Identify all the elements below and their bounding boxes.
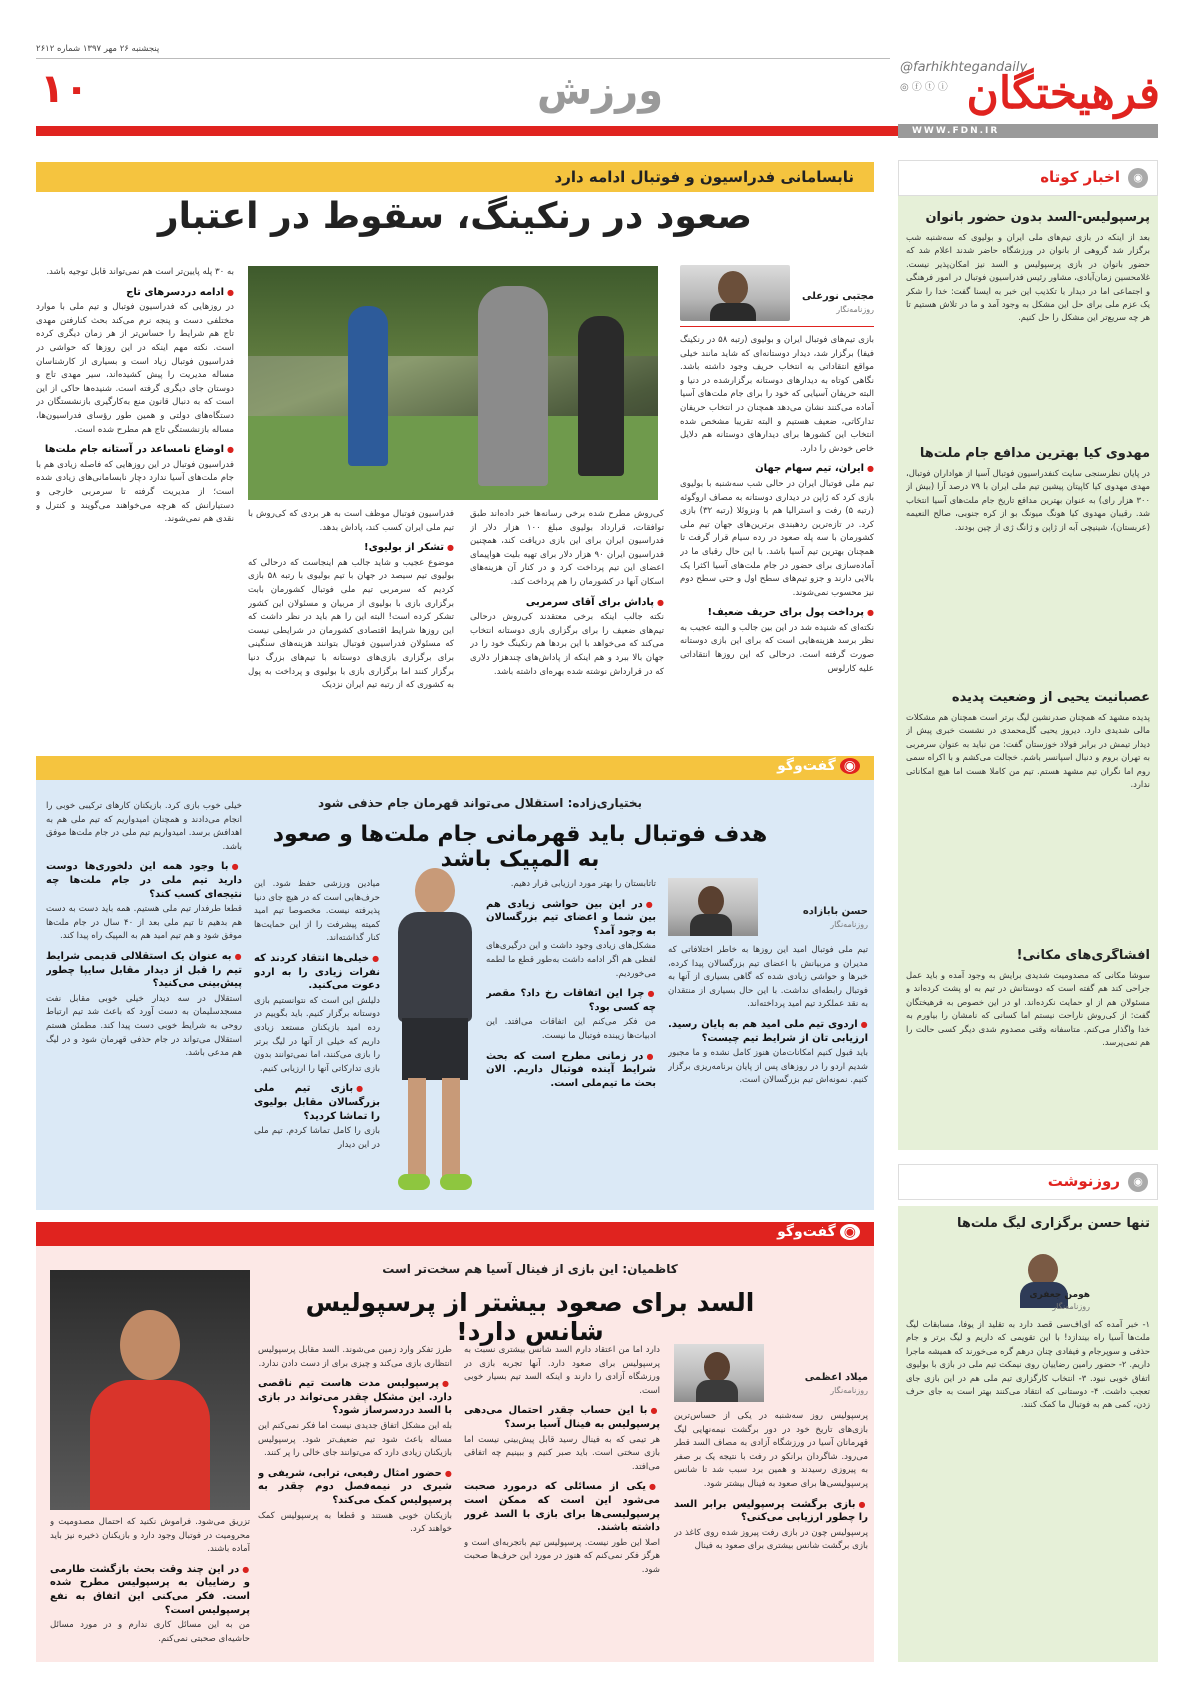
interview2-col3-p1: طرز تفکر وارد زمین می‌شوند. السد مقابل پرسپولیس انتظاری بازی می‌کند و چیزی برای از دست دادن ندارد. bbox=[258, 1345, 452, 1369]
interview1-col1-sub1: ● اردوی تیم ملی امید هم به پایان رسید. ارزیابی تان از شرایط تیم چیست؟ bbox=[668, 1018, 868, 1045]
interview2-col3-p3: بازیکنان خوبی هستند و قطعا به پرسپولیس کمک خواهند کرد. bbox=[258, 1510, 452, 1535]
interview1-col3-sub1: ● خیلی‌ها انتقاد کردند که نفرات زیادی را به اردو دعوت می‌کنید. bbox=[254, 952, 380, 993]
interview2-col3-sub1: ● پرسپولیس مدت هاست تیم ناقصی دارد. این مشکل چقدر می‌تواند در بازی با السد دردسرساز شود؟ bbox=[258, 1377, 452, 1418]
interview2-col3-sub2: ● حضور امثال رفیعی، ترابی، شریفی و شیری در نیمه‌فصل دوم چقدر به پرسپولیس کمک می‌کند؟ bbox=[258, 1467, 452, 1508]
social-handle: @farhikhtegandaily bbox=[900, 60, 1028, 75]
interview1-label-icon: ◉ bbox=[840, 758, 860, 774]
photo-figure-center bbox=[478, 286, 548, 486]
interview2-col2-p1: دارد اما من اعتقاد دارم السد شانس بیشتری نسبت به پرسپولیس برای صعود دارد. آنها تجربه بازی در ورزشگاه آزادی را دارند و اینکه السد تیم بسیار خوبی است. bbox=[464, 1345, 660, 1396]
player-shirt bbox=[90, 1380, 210, 1510]
interview1-col4-p1: خیلی خوب بازی کرد. بازیکنان کارهای ترکیبی خوبی را انجام می‌دادند و همچنان امیدواریم که تیم ملی هم به اهدافش برسد. امیدواریم تیم ملی در جام ملت‌ها موفق باشد. bbox=[46, 801, 242, 852]
short-news-item bbox=[906, 690, 1150, 948]
main-author-role: روزنامه‌نگار bbox=[836, 305, 874, 314]
main-author-photo bbox=[680, 265, 790, 321]
interview1-col2 bbox=[486, 878, 656, 1206]
short-news-list bbox=[906, 210, 1150, 1138]
coach-shoe-left bbox=[398, 1174, 430, 1190]
interview1-col2-p3: من فکر می‌کنم این اتفاقات می‌افتد. این ادبیات‌ها زیبنده فوتبال ما نیست. bbox=[486, 1017, 656, 1041]
shirt-shape bbox=[696, 1380, 738, 1402]
interview1-author-name: حسن بابازاده bbox=[802, 906, 868, 917]
header-rule bbox=[36, 58, 890, 59]
short-news-title: اخبار کوتاه bbox=[1040, 168, 1120, 186]
interview1-col2-sub1: ● در این بین حواشی زیادی هم بین شما و اعضای تیم بزرگسالان به وجود آمد؟ bbox=[486, 898, 656, 939]
main-col3 bbox=[248, 508, 454, 742]
interview1-author-role: روزنامه‌نگار bbox=[830, 920, 868, 929]
author-rule bbox=[680, 326, 874, 327]
section-title: ورزش bbox=[536, 68, 664, 114]
main-kicker: نابسامانی فدراسیون و فوتبال ادامه دارد bbox=[36, 162, 874, 192]
main-col4-p2: فدراسیون فوتبال در این روزهایی که فاصله زیادی هم با جام ملت‌های آسیا ندارد دچار نابسامانی‌های زیادی شده است؛ از مدیریت گرفته تا سرمربی خارجی و دستیارانش که هرچه می‌خواهند می‌گویند و کنترل و نقدی هم نمی‌شوند. bbox=[36, 459, 234, 525]
main-col4-sub1: ● ادامه دردسرهای تاج bbox=[36, 286, 234, 300]
main-col2 bbox=[470, 508, 664, 742]
interview1-col1-p1: تیم ملی فوتبال امید این روزها به خاطر اختلافاتی که مدیران و مربیانش با اعضای تیم بزرگسالان پیدا کرده، خبرها و حواشی زیادی شده که گاهی بسیاری از آنها به فوتبال رابطه‌ای نداشت. با این حال بسیاری از منتقدان به نقد عملکرد تیم امید پرداخته‌اند. bbox=[668, 945, 868, 1010]
interview2-headline: السد برای صعود بیشتر از پرسپولیس شانس دارد! bbox=[305, 1288, 755, 1346]
face-shape bbox=[718, 271, 748, 305]
interview2-col1-p1: پرسپولیس روز سه‌شنبه در یکی از حساس‌ترین بازی‌های تاریخ خود در دور برگشت نیمه‌نهایی لیگ قهرمانان آسیا در ورزشگاه آزادی به مصاف السد قطر می‌رود. شاگردان برانکو در رفت با نتیجه یک بر صفر به پیروزی رسیدند و همین برد سبب شد تا شانس پرسپولیسی‌ها برای صعود به فینال بیشتر شود. bbox=[674, 1411, 868, 1489]
photo-figure-right bbox=[578, 316, 624, 476]
column-author-role: روزنامه‌نگار bbox=[1052, 1302, 1090, 1311]
main-col1-p1: تیم ملی فوتبال ایران در حالی شب سه‌شنبه با بولیوی بازی کرد که ژاپن در دیداری دوستانه به مصاف اروگوئه (رتبه ۵) رفت و استرالیا هم با ونزوئلا (رتبه ۳۲) بازی کرد. در تازه‌ترین ردهبندی برترین‌های جهان تیم ملی کشورمان با سه پله صعود در رده سیام قرار گرفت تا همچنان بهترین تیم آسیا باشد. با این حال رقبای ما در آماده‌سازی برای حضور در جام ملت‌های آسیا اکثرا یک بالایی دارند و جزو تیم‌های سطح اول و حتی سطح دوم نیز محسوب نمی‌شوند. bbox=[680, 478, 874, 598]
main-col4-p1: در روزهایی که فدراسیون فوتبال و تیم ملی با موارد مختلفی دست و پنجه نرم می‌کند بحث کنارفتن مهدی تاج هم شرایط را حساس‌تر از هر زمان دیگری کرده است. نکته مهم اینکه در این روزها که حواشی در فدراسیون فوتبال زیاد است و بسیاری از کارشناسان مساله مدیریت را پیش کشیده‌اند، سیر مهدی تاج و دوستان جای دیگری گرفته است. شنیده‌ها حاکی از این است که به دنبال قانون منع به‌کارگیری بازنشستگان در دستگاه‌های دولتی و همین طور رؤسای فدراسیون‌ها، مساله بازنشستگی تاج هم مطرح شده است. bbox=[36, 302, 234, 435]
interview2-col4 bbox=[50, 1516, 250, 1658]
shirt-shape bbox=[690, 914, 732, 936]
interview1-col2-sub3: ● در زمانی مطرح است که بحث شرایط آینده فوتبال داریم. الان بحث ما تیم‌ملی است. bbox=[486, 1050, 656, 1091]
interview2-label-text: گفت‌وگو bbox=[777, 1224, 836, 1240]
short-news-item-text: پدیده مشهد که همچنان صدرنشین لیگ برتر است همچنان هم مشکلات مالی شدیدی دارد. دیروز یحیی گل‌محمدی در نشست خبری پیش از دیدار تیمش در برابر فولاد خوزستان گفت: من نباید به عنوان سرمربی به تهران بروم و دنبال اسپانسر باشم. خجالت می‌کشم و با اکراه سمی روم اما نگران تیم مشهد هستم. تیم من کاملا هست اما هیچ امکاناتی ندارد. bbox=[906, 712, 1150, 790]
interview2-col2-sub2: ● یکی از مسائلی که درمورد صحبت می‌شود این است که ممکن است پرسپولیسی‌ها برای بازی با السد غرور داشته باشند. bbox=[464, 1480, 660, 1534]
interview2-col1-p2: پرسپولیس چون در بازی رفت پیروز شده روی کاغذ در بازی برگشت شانس بیشتری برای صعود به فینال bbox=[674, 1527, 868, 1552]
interview1-author-photo bbox=[668, 878, 758, 936]
newspaper-logo: فرهیختگان bbox=[966, 68, 1160, 119]
main-col1-intro: بازی تیم‌های فوتبال ایران و بولیوی (رتبه ۵۸ در رنکینگ فیفا) برگزار شد، دیدار دوستانه‌ای که شاید مانند خیلی مواقع انتقاداتی به انتخاب حریف وجود داشته باشد. نگاهی کوتاه به دیدارهای دوستانه برگزارشده در دنیا و البته حریفان آسیایی که خود را برای جام ملت‌های آسیا آماده می‌کنند نشان می‌دهد همچنان در انتخاب حریفان تدارکاتی، ضعیف هستیم و البته تقریبا مشخص شده انتخاب این کشورها برای دیدارهای دوستانه هم دلایل خاص خودش را دارد. bbox=[680, 335, 874, 454]
interview2-col4-p1: تزریق می‌شود. فراموش نکنید که احتمال مصدومیت و محرومیت در فوتبال وجود دارد و بازیکنان ذخیره نیز باید آماده باشند. bbox=[50, 1517, 250, 1555]
coach-head bbox=[415, 868, 455, 914]
main-col3-p1: فدراسیون فوتبال موظف است به هر بردی که کی‌روش با تیم ملی ایران کسب کند، پاداش بدهد. bbox=[248, 509, 454, 533]
interview1-label-bar bbox=[36, 756, 874, 780]
main-col3-p2: موضوع عجیب و شاید جالب هم اینجاست که درحالی که بولیوی تیم سیصد در جهان با تیم بولیوی با رتبه ۵۸ بازی کردیم که سرمربی تیم ملی فوتبال کشورمان بابت برگزاری بازی با بولیوی از مربیان و مسئولان این کشور تشکر کرده است! البته این را هم باید در نظر داشت که این روزها شرایط اقتصادی کشورمان در شرایطی نیست که مسئولان فدراسیون فوتبال بتوانند هزینه‌های سنگینی برای برگزاری بازی‌های دوستانه با تیم‌های بزرگ دنیا برگزار کنند اما برگزاری بازی با بولیوی و پرداخت به پول به کشوری که از رتبه تیم ایران نزدیک bbox=[248, 557, 454, 691]
interview2-label-icon: ◉ bbox=[840, 1224, 860, 1240]
interview1-col4 bbox=[46, 800, 242, 1206]
interview1-author-box bbox=[668, 878, 868, 938]
interview1-col1 bbox=[668, 944, 868, 1206]
main-author-box bbox=[680, 265, 874, 325]
main-photo bbox=[248, 266, 658, 500]
interview2-author-name: میلاد اعظمی bbox=[804, 1372, 868, 1383]
main-col3-sub1: ● تشکر از بولیوی! bbox=[248, 541, 454, 555]
interview1-col3-p1: میادین ورزشی حفظ شود. این حرف‌هایی است که در هیچ جای دنیا پذیرفته نیست. مخصوصا تیم امید کمیته پیشرفت را از این حمایت‌ها کنار گذاشته‌اند. bbox=[254, 879, 380, 944]
interview2-author-role: روزنامه‌نگار bbox=[830, 1386, 868, 1395]
shirt-shape bbox=[710, 303, 756, 321]
social-icons: ◎ⓕⓣⓘ bbox=[900, 82, 951, 93]
face-shape bbox=[698, 886, 724, 916]
interview2-label bbox=[760, 1224, 860, 1240]
short-news-item-text: سوشا مکانی که مصدومیت شدیدی برایش به وجود آمده و باید عمل جراحی کند هم گفته است که دوستانش در تیم به او پشت کرده‌اند و مسئولان هم از او حمایت نکرده‌اند. او در این خصوص به فرهیختگان گفت: از کی‌روش ناراحت نیستم اما کسانی که نامشان را بیاورم به خدا واگذار می‌کنم. متاسفانه وقتی مصدوم شدی دیگر کسی حالت را هم نمی‌پرسد. bbox=[906, 970, 1150, 1048]
coach-shoe-right bbox=[440, 1174, 472, 1190]
short-news-item-title: پرسپولیس-السد بدون حضور بانوان bbox=[925, 210, 1150, 225]
interview1-kicker: بختیاری‌زاده: استقلال می‌تواند قهرمان جام حذفی شود bbox=[317, 796, 643, 810]
main-col4-intro: به ۳۰ پله پایین‌تر است هم نمی‌تواند قابل توجیه باشد. bbox=[46, 267, 234, 277]
main-col1-sub2: ● پرداخت پول برای حریف ضعیف! bbox=[680, 606, 874, 620]
interview2-kicker: کاظمیان: این بازی از فینال آسیا هم سخت‌تر است bbox=[382, 1262, 678, 1276]
photo-figure-left bbox=[348, 306, 388, 466]
column-text: ۱- خبر آمده که ای‌اف‌سی قصد دارد به تقلید از یوفا، مسابقات لیگ ملت‌ها آسیا راه بیندازد! با این تقویمی که داریم و لیگ برتر و جام حذفی و سوپرجام و فیفادی چنان درهم گره می‌خورند که همیشه ماجرا داریم. ۲- حضور رامین رضاییان روی نیمکت تیم ملی در بازی با بولیوی اتفاق خوبی نبود. ۳- انتخاب کارگزاری تیم ملی هم در این بازی جای تعجب داشت. ۴- دوستانی که انتقاد می‌کنند بهتر است به جای حرف زدن، کمی هم به فوتبال ما کمک کنند. bbox=[906, 1319, 1150, 1410]
interview1-col3-p2: دلیلش این است که نتوانستیم بازی دوستانه برگزار کنیم. باید بگوییم در رده امید بازیکنان مستعد زیادی داریم که خیلی از آنها در لیگ برتر را بازی می‌کنند، اما نمی‌توانند بدون بازی تدارکاتی آنها را ارزیابی کنیم. bbox=[254, 995, 380, 1074]
interview1-col2-p1: تاتابستان را بهتر مورد ارزیابی قرار دهیم. bbox=[510, 879, 656, 889]
interview2-col2-p3: اصلا این طور نیست. پرسپولیس تیم باتجربه‌ای است و هرگز فکر نمی‌کنم که هنوز در مورد این حرف‌ها صحبت شود. bbox=[464, 1537, 660, 1575]
main-col1 bbox=[680, 334, 874, 742]
main-col4-sub2: ● اوضاع نامساعد در آستانه جام ملت‌ها bbox=[36, 443, 234, 457]
interview1-col1-p2: باید قبول کنیم امکانات‌مان هنوز کامل نشده و ما مجبور شدیم اردو را در روزهای پس از پایان برنامه‌ریزی برگزار کنیم. نمونه‌اش تیم بزرگسالان است. bbox=[668, 1048, 868, 1086]
interview2-col3-p2: بله این مشکل اتفاق جدیدی نیست اما فکر نمی‌کنم این مساله باعث شود تیم ضعیف‌تر شود. پرسپولیس بازیکنان زیادی دارد که می‌توانند جای خالی را پر کنند. bbox=[258, 1420, 452, 1459]
short-news-item bbox=[906, 948, 1150, 1138]
header-red-bar bbox=[36, 126, 898, 136]
interview2-col2-sub1: ● با این حساب چقدر احتمال می‌دهی پرسپولیس به فینال آسیا برسد؟ bbox=[464, 1404, 660, 1431]
interview1-col4-p2: قطعا طرفدار تیم ملی هستیم. همه باید دست به دست هم بدهیم تا تیم ملی بعد از ۴۰ سال در جام ملت‌ها موفق شود و هم تیم امید هم به المپیک راه پیدا کند. bbox=[46, 904, 242, 942]
interview2-col2-p2: هر تیمی که به فینال رسید قابل پیش‌بینی نیست اما بازی سختی است. باید صبر کنیم و ببینیم چه اتفاقی می‌افتد. bbox=[464, 1434, 660, 1472]
main-col2-sub1: ● پاداش برای آقای سرمربی bbox=[470, 596, 664, 610]
interview1-col2-sub2: ● چرا این اتفاقات رخ داد؟ مقصر چه کسی بود؟ bbox=[486, 987, 656, 1014]
website-bar: WWW.FDN.IR bbox=[898, 124, 1158, 138]
short-news-item-title: مهدوی کیا بهترین مدافع جام ملت‌ها bbox=[919, 446, 1150, 461]
interview2-author-box bbox=[674, 1344, 868, 1404]
column-title: روزنوشت bbox=[1047, 1172, 1120, 1190]
short-news-item-text: بعد از اینکه در بازی تیم‌های ملی ایران و بولیوی که سه‌شنبه شب برگزار شد گروهی از بانوان در ورزشگاه حاضر شدند اعلام شد که حضور بانوان در بازی پرسپولیس و السد نیز امکان‌پذیر نیست. غلامحسین زمان‌آبادی، مشاور رئیس فدراسیون فوتبال در امور فرهنگی و اجتماعی اما در دیدار با تکذیب این خبر به ایسنا گفت: خدا را شکر یک عزم ملی برای حل این مشکل به وجود آمد و ما در تلاش هستیم تا هر چه سریع‌تر این مشکل را حل کنیم. bbox=[906, 232, 1150, 323]
interview2-author-photo bbox=[674, 1344, 764, 1402]
main-col4 bbox=[36, 266, 234, 742]
page-number: ۱۰ bbox=[40, 66, 89, 112]
interview1-col4-p3: استقلال در سه دیدار خیلی خوبی مقابل نفت مسجدسلیمان به دست آورد که باعث شد تیم ارتباط روحی به شرایط خوبی دست پیدا کند. مطمئن هستم استقلال می‌تواند در جام حذفی قهرمان شود و در لیگ هم مدعی باشد. bbox=[46, 993, 242, 1059]
interview2-col3 bbox=[258, 1344, 452, 1658]
short-news-item bbox=[906, 446, 1150, 690]
main-col1-p2: نکته‌ای که شنیده شد در این بین جالب و البته عجیب به نظر برسد هزینه‌هایی است که برای این بازی دوستانه صورت گرفته است. درحالی که این روزها انتقاداتی علیه کارلوس bbox=[680, 622, 874, 674]
player-head bbox=[120, 1310, 180, 1380]
main-col2-p1: کی‌روش مطرح شده برخی رسانه‌ها خبر داده‌اند طبق توافقات، قرارداد بولیوی مبلغ ۱۰۰ هزار دلار از فدراسیون ایران برای این بازی دریافت کند، همچنین فدراسیون ایران ۹۰ هزار دلار برای تهیه بلیت هواپیمای اعضای این تیم پرداخت کرد و در کنار آن هزینه‌های اسکان آنها در کشورمان را هم پرداخت کند. bbox=[470, 509, 664, 587]
interview1-label-text: گفت‌وگو bbox=[777, 758, 836, 774]
short-news-item bbox=[906, 210, 1150, 446]
interview1-col4-sub2: ● به عنوان یک استقلالی قدیمی شرایط تیم‌ را قبل از دیدار مقابل سایپا چطور پیش‌بینی می‌کنید؟ bbox=[46, 950, 242, 991]
interview2-label-bar bbox=[36, 1222, 874, 1246]
interview2-col4-sub1: ● در این چند وقت بحث بازگشت طارمی و رضاییان به پرسپولیس مطرح شده است. فکر می‌کنی این اتفاق به نفع پرسپولیس است؟ bbox=[50, 1563, 250, 1617]
interview1-col2-p2: مشکل‌های زیادی وجود داشت و این درگیری‌های لفظی هم اگر ادامه داشت به‌طور قطع ما لطمه می‌خوردیم. bbox=[486, 941, 656, 979]
main-headline: صعود در رنکینگ، سقوط در اعتبار bbox=[157, 196, 753, 237]
interview1-col3-p3: بازی را کامل تماشا کردم. تیم ملی در این دیدار bbox=[254, 1126, 380, 1150]
coach-shorts bbox=[402, 1018, 468, 1080]
coach-leg-left bbox=[408, 1078, 426, 1178]
interview1-col3-sub2: ● بازی تیم ملی بزرگسالان مقابل بولیوی را تماشا کردید؟ bbox=[254, 1082, 380, 1123]
interview2-col4-p2: من به این مسائل کاری ندارم و در مورد مسائل حاشیه‌ای صحبتی نمی‌کنم. bbox=[50, 1620, 250, 1644]
main-col2-p2: نکته جالب اینکه برخی معتقدند کی‌روش درحالی تیم‌های ضعیف را برای برگزاری بازی دوستانه انتخاب می‌کند که می‌خواهد با این بردها هم رنکینگ خود را در جهان بالا ببرد و هم اینکه از پاداش‌های چندهزار دلاری که در قرارداش نوشته شده بهره‌ای داشته باشد. bbox=[470, 612, 664, 677]
short-news-item-title: عصبانیت یحیی از وضعیت پدیده bbox=[951, 690, 1150, 705]
interview2-player-photo bbox=[50, 1270, 250, 1510]
main-author-name: مجتبی نورعلی bbox=[802, 291, 874, 302]
interview2-col1-sub1: ● بازی برگشت پرسپولیس برابر السد را چطور ارزیابی می‌کنی؟ bbox=[674, 1498, 868, 1525]
coach-leg-right bbox=[442, 1078, 460, 1178]
interview2-col2 bbox=[464, 1344, 660, 1658]
column-icon: ◉ bbox=[1128, 1172, 1148, 1192]
interview2-col1 bbox=[674, 1410, 868, 1658]
interview1-col4-sub1: ● با وجود همه این دلخوری‌ها دوست دارید تیم ملی در جام ملت‌ها چه نتیجه‌ای کسب کند؟ bbox=[46, 860, 242, 901]
interview1-headline: هدف فوتبال باید قهرمانی جام ملت‌ها و صعود به المپیک باشد bbox=[272, 822, 768, 872]
short-news-icon: ◉ bbox=[1128, 168, 1148, 188]
interview1-col3 bbox=[254, 878, 380, 1206]
coach-shirt bbox=[398, 912, 472, 1022]
face-shape bbox=[704, 1352, 730, 1382]
interview1-label bbox=[760, 758, 860, 774]
date-line: پنجشنبه ۲۶ مهر ۱۳۹۷ شماره ۲۶۱۲ bbox=[36, 44, 160, 54]
main-col1-sub1: ● ایران، تیم سهام جهان bbox=[680, 462, 874, 476]
column-headline: تنها حسن برگزاری لیگ ملت‌ها bbox=[956, 1216, 1150, 1231]
interview1-coach-photo bbox=[380, 868, 490, 1208]
short-news-item-text: در پایان نظرسنجی سایت کنفدراسیون فوتبال آسیا از هواداران فوتبال، مهدی مهدوی کیا کاپیتان پیشین تیم ملی ایران با ۷۹ درصد آرا (بیش از ۳۰۰ هزار رای) به عنوان بهترین مدافع تاریخ جام ملت‌های آسیا انتخاب شد. رقیبان مهدوی کیا هونگ میونگ بو از کره جنوبی، صالح النعیمه (عربستان)، شینیچی آبه از ژاپن و ژانگ ژی از چین بودند. bbox=[906, 468, 1150, 532]
short-news-item-title: افشاگری‌های مکانی! bbox=[1016, 948, 1150, 963]
column-author-name: هومن جعفری bbox=[1029, 1290, 1090, 1300]
